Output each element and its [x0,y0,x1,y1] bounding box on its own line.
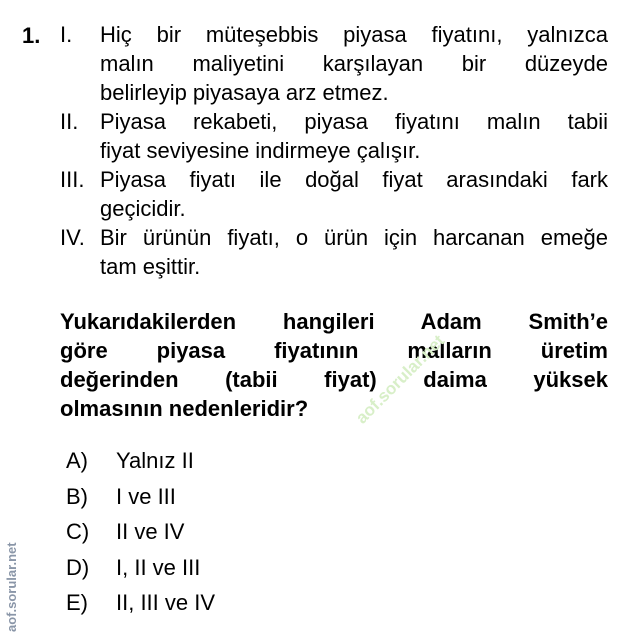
statement-numeral: I. [60,22,73,47]
option-e[interactable] [66,589,215,617]
option-a[interactable] [66,447,194,475]
side-watermark: aof.sorular.net [4,542,19,632]
option-letter: E) [66,590,88,615]
option-text: I, II ve III [116,555,201,580]
statement-line: Piyasa fiyatı ile doğal fiyat arasındaki fark [100,167,608,192]
option-letter: D) [66,555,90,580]
statement-iv [60,223,608,281]
statement-i [60,20,608,107]
stem-line: değerinden (tabii fiyat) daima yüksek [60,367,608,392]
option-letter: B) [66,484,88,509]
statement-line: fiyat seviyesine indirmeye çalışır. [100,138,421,163]
statement-text [100,107,608,165]
statement-line: tam eşittir. [100,254,201,279]
question-stem [60,307,608,423]
stem-line: Yukarıdakilerden hangileri Adam Smith’e [60,309,608,334]
stem-line: göre piyasa fiyatının malların üretim [60,338,608,363]
statement-line: belirleyip piyasaya arz etmez. [100,80,389,105]
statement-numeral: IV. [60,225,85,250]
statement-iii [60,165,608,223]
statement-text [100,223,608,281]
option-letter: A) [66,448,88,473]
statement-text [100,20,608,107]
option-d[interactable] [66,554,200,582]
statement-line: malın maliyetini karşılayan bir düzeyde [100,51,608,76]
statement-line: geçicidir. [100,196,186,221]
statement-numeral: III. [60,167,85,192]
statement-ii [60,107,608,165]
statement-line: Hiç bir müteşebbis piyasa fiyatını, yalnızca [100,22,608,47]
option-b[interactable] [66,483,176,511]
option-text: I ve III [116,484,176,509]
option-c[interactable] [66,518,184,546]
statement-line: Bir ürünün fiyatı, o ürün için harcanan emeğe [100,225,608,250]
option-text: Yalnız II [116,448,194,473]
statement-line: Piyasa rekabeti, piyasa fiyatını malın tabii [100,109,608,134]
diagonal-watermark: aof.sorular.net [352,331,449,428]
option-letter: C) [66,519,90,544]
statement-text [100,165,608,223]
stem-line: olmasının nedenleridir? [60,396,309,421]
question-number: 1. [22,23,41,48]
statement-numeral: II. [60,109,79,134]
option-text: II ve IV [116,519,185,544]
option-text: II, III ve IV [116,590,216,615]
